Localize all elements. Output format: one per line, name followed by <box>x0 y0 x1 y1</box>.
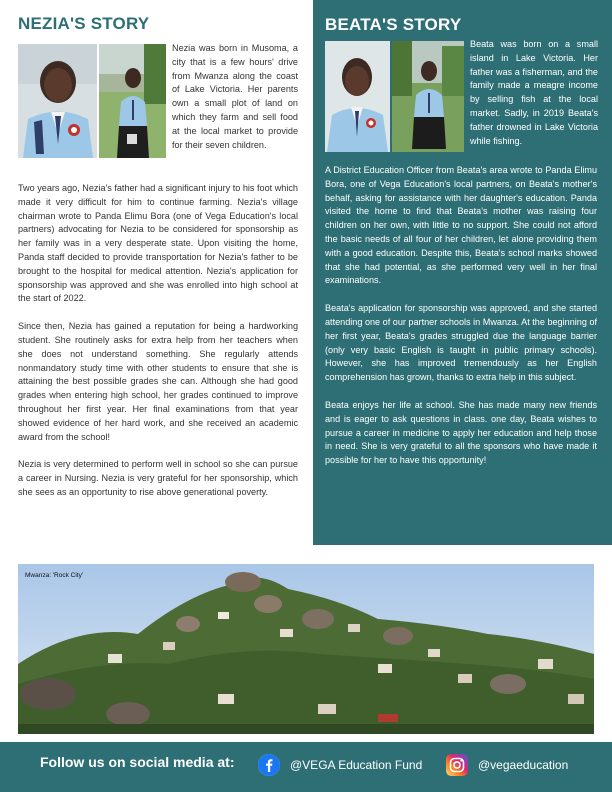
facebook-handle: @VEGA Education Fund <box>290 758 423 772</box>
beata-full-photo <box>392 41 464 152</box>
nezia-portrait-photo <box>18 44 97 158</box>
beata-portrait-photo <box>325 41 390 152</box>
beata-paragraph: Beata's application for sponsorship was approved, and she started attending one of our partner schools in Mwanza. At the beginning of her first year, Beata's grades struggled due the language barrier (only very basic English is taught in public primary schools). However, she has improved tremendously as her English comprehension has grown, thanks to extra help in this subject. <box>325 303 597 383</box>
nezia-paragraph: Two years ago, Nezia's father had a significant injury to his foot which made it very difficult for him to continue farming. Nezia's village chairman wrote to Panda Elimu Bora (one of Vega Education's local partners) advocating for Nezia to be considered for sponsorship as her family was in a very desperate state. Upon visiting the home, Panda staff decided to provide transportation for Nezia's father to be brought to the hospital for medical attention. Nezia's application for sponsorship was approved and she was enrolled into high school at the start of 2022. <box>18 183 298 304</box>
nezia-paragraph: Since then, Nezia has gained a reputation for being a hardworking student. She routinely asks for extra help from her teachers when she does not understand something. She regularly attends nonmandatory study time with other students to ensure that she is attaining the best possible grades she can. Although she had good grades when entering high school, her grades continued to improve throughout her first year. Her final examinations from that year showed evidence of her hard work, and she received an academic award from the school! <box>18 321 298 442</box>
instagram-handle: @vegaeducation <box>478 758 569 772</box>
follow-us-text: Follow us on social media at: <box>40 754 235 770</box>
beata-paragraph: A District Education Officer from Beata's area wrote to Panda Elimu Bora, one of Vega Education's local partners, on Beata's mother's behalf, asking for assistance with her daughter's education. Panda visited the home to find that Beata's mother was raising four children on her own, with little to no support. She could not afford the basic needs of all four of her children, let alone providing them with a good education. Despite this, Beata's school marks showed that she had potential, as she performed very well in her final examinations. <box>325 165 597 286</box>
facebook-link[interactable] <box>258 752 422 778</box>
nezia-body <box>18 182 298 514</box>
beata-intro-text: Beata was born on a small island in Lake Victoria. Her father was a fisherman, and the family made a meagre income by selling fish at the local market. Sadly, in 2019 Beata's father drowned in Lake Victoria while fishing. <box>470 39 598 146</box>
nezia-full-photo <box>99 44 166 158</box>
mwanza-rock-city-photo <box>18 564 594 734</box>
facebook-icon <box>258 754 280 776</box>
banner-caption: Mwanza: 'Rock City' <box>25 572 84 579</box>
beata-story-title: BEATA'S STORY <box>325 15 462 34</box>
nezia-intro-text: Nezia was born in Musoma, a city that is a few hours' drive from Mwanza along the coast of Lake Victoria. Her parents own a small plot of land on which they farm and sell food at the local market to provide for their seven children. <box>172 43 298 150</box>
beata-paragraph: Beata enjoys her life at school. She has made many new friends and is eager to ask questions in class. one day, Beata wishes to pursue a career in medicine to apply her education and help those in need. She is very grateful to all the sponsors who have made it possible for her to have this opportunity! <box>325 399 597 466</box>
beata-story-section <box>313 0 612 545</box>
instagram-icon <box>446 754 468 776</box>
nezia-story-title: NEZIA'S STORY <box>18 14 150 33</box>
beata-body <box>325 164 597 482</box>
instagram-link[interactable] <box>446 752 568 778</box>
nezia-story-section <box>0 0 313 545</box>
nezia-paragraph: Nezia is very determined to perform well in school so she can pursue a career in Nursing. Nezia is very grateful for her sponsorship, which she sees as an opportunity to rise above generational poverty. <box>18 459 298 497</box>
social-footer <box>0 742 612 792</box>
